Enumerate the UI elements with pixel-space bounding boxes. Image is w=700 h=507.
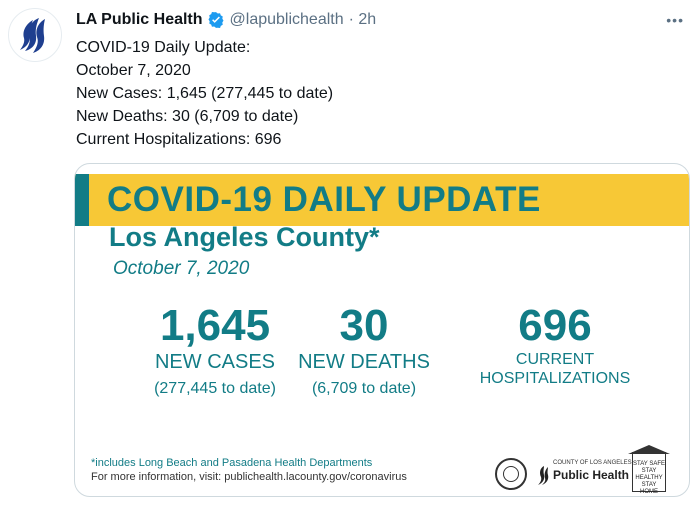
stat-label-line2: HOSPITALIZATIONS — [479, 370, 631, 387]
stay-home-badge — [632, 452, 666, 495]
logo-county-text: COUNTY OF LOS ANGELES — [553, 460, 632, 466]
stay-line: STAY HOME — [640, 482, 658, 495]
update-banner — [75, 174, 689, 226]
info-line: For more information, visit: publichealth.lacounty.gov/coronavirus — [91, 471, 407, 483]
stat-new-deaths — [289, 302, 439, 400]
tweet-image-card[interactable] — [74, 163, 690, 497]
stat-subtext: (277,445 to date) — [154, 380, 276, 397]
public-health-logo-icon — [535, 464, 551, 486]
stat-subtext: (6,709 to date) — [311, 380, 417, 397]
county-seal-icon — [495, 458, 527, 490]
stat-number: 696 — [518, 301, 592, 350]
tweet — [76, 8, 692, 151]
stat-label: NEW DEATHS — [298, 351, 430, 373]
author-handle[interactable]: @lapublichealth — [229, 11, 344, 28]
lapublichealth-logo-icon — [9, 9, 62, 62]
card-date: October 7, 2020 — [113, 258, 250, 279]
more-options-icon[interactable]: ••• — [666, 12, 684, 28]
avatar[interactable] — [8, 8, 62, 62]
tweet-line: COVID-19 Daily Update: — [76, 39, 251, 56]
banner-title — [107, 180, 541, 220]
county-title: Los Angeles County* — [109, 222, 380, 252]
tweet-header — [76, 8, 692, 32]
banner-title-bold: COVID-19 — [107, 180, 273, 219]
banner-title-rest: DAILY UPDATE — [272, 180, 541, 219]
stat-number: 1,645 — [159, 301, 271, 350]
footnote: *includes Long Beach and Pasadena Health Departments — [91, 457, 373, 469]
stat-new-cases — [115, 302, 315, 400]
stay-line: STAY SAFE — [633, 461, 666, 467]
logo-main-text: Public Health — [553, 468, 630, 482]
verified-badge-icon — [207, 11, 225, 29]
tweet-line: New Cases: 1,645 (277,445 to date) — [76, 85, 334, 102]
tweet-line: New Deaths: 30 (6,709 to date) — [76, 108, 299, 125]
stay-line: STAY HEALTHY — [635, 468, 663, 481]
tweet-text — [76, 36, 692, 151]
public-health-logo — [535, 460, 632, 490]
stat-label-line1: CURRENT — [515, 351, 595, 368]
stat-number: 30 — [339, 301, 389, 350]
stat-label: NEW CASES — [154, 351, 276, 373]
tweet-line: October 7, 2020 — [76, 62, 191, 79]
tweet-timestamp[interactable]: · 2h — [348, 11, 377, 28]
banner-accent — [75, 174, 89, 226]
stat-hospitalizations — [475, 302, 635, 388]
author-name[interactable]: LA Public Health — [76, 11, 203, 28]
tweet-line: Current Hospitalizations: 696 — [76, 131, 282, 148]
